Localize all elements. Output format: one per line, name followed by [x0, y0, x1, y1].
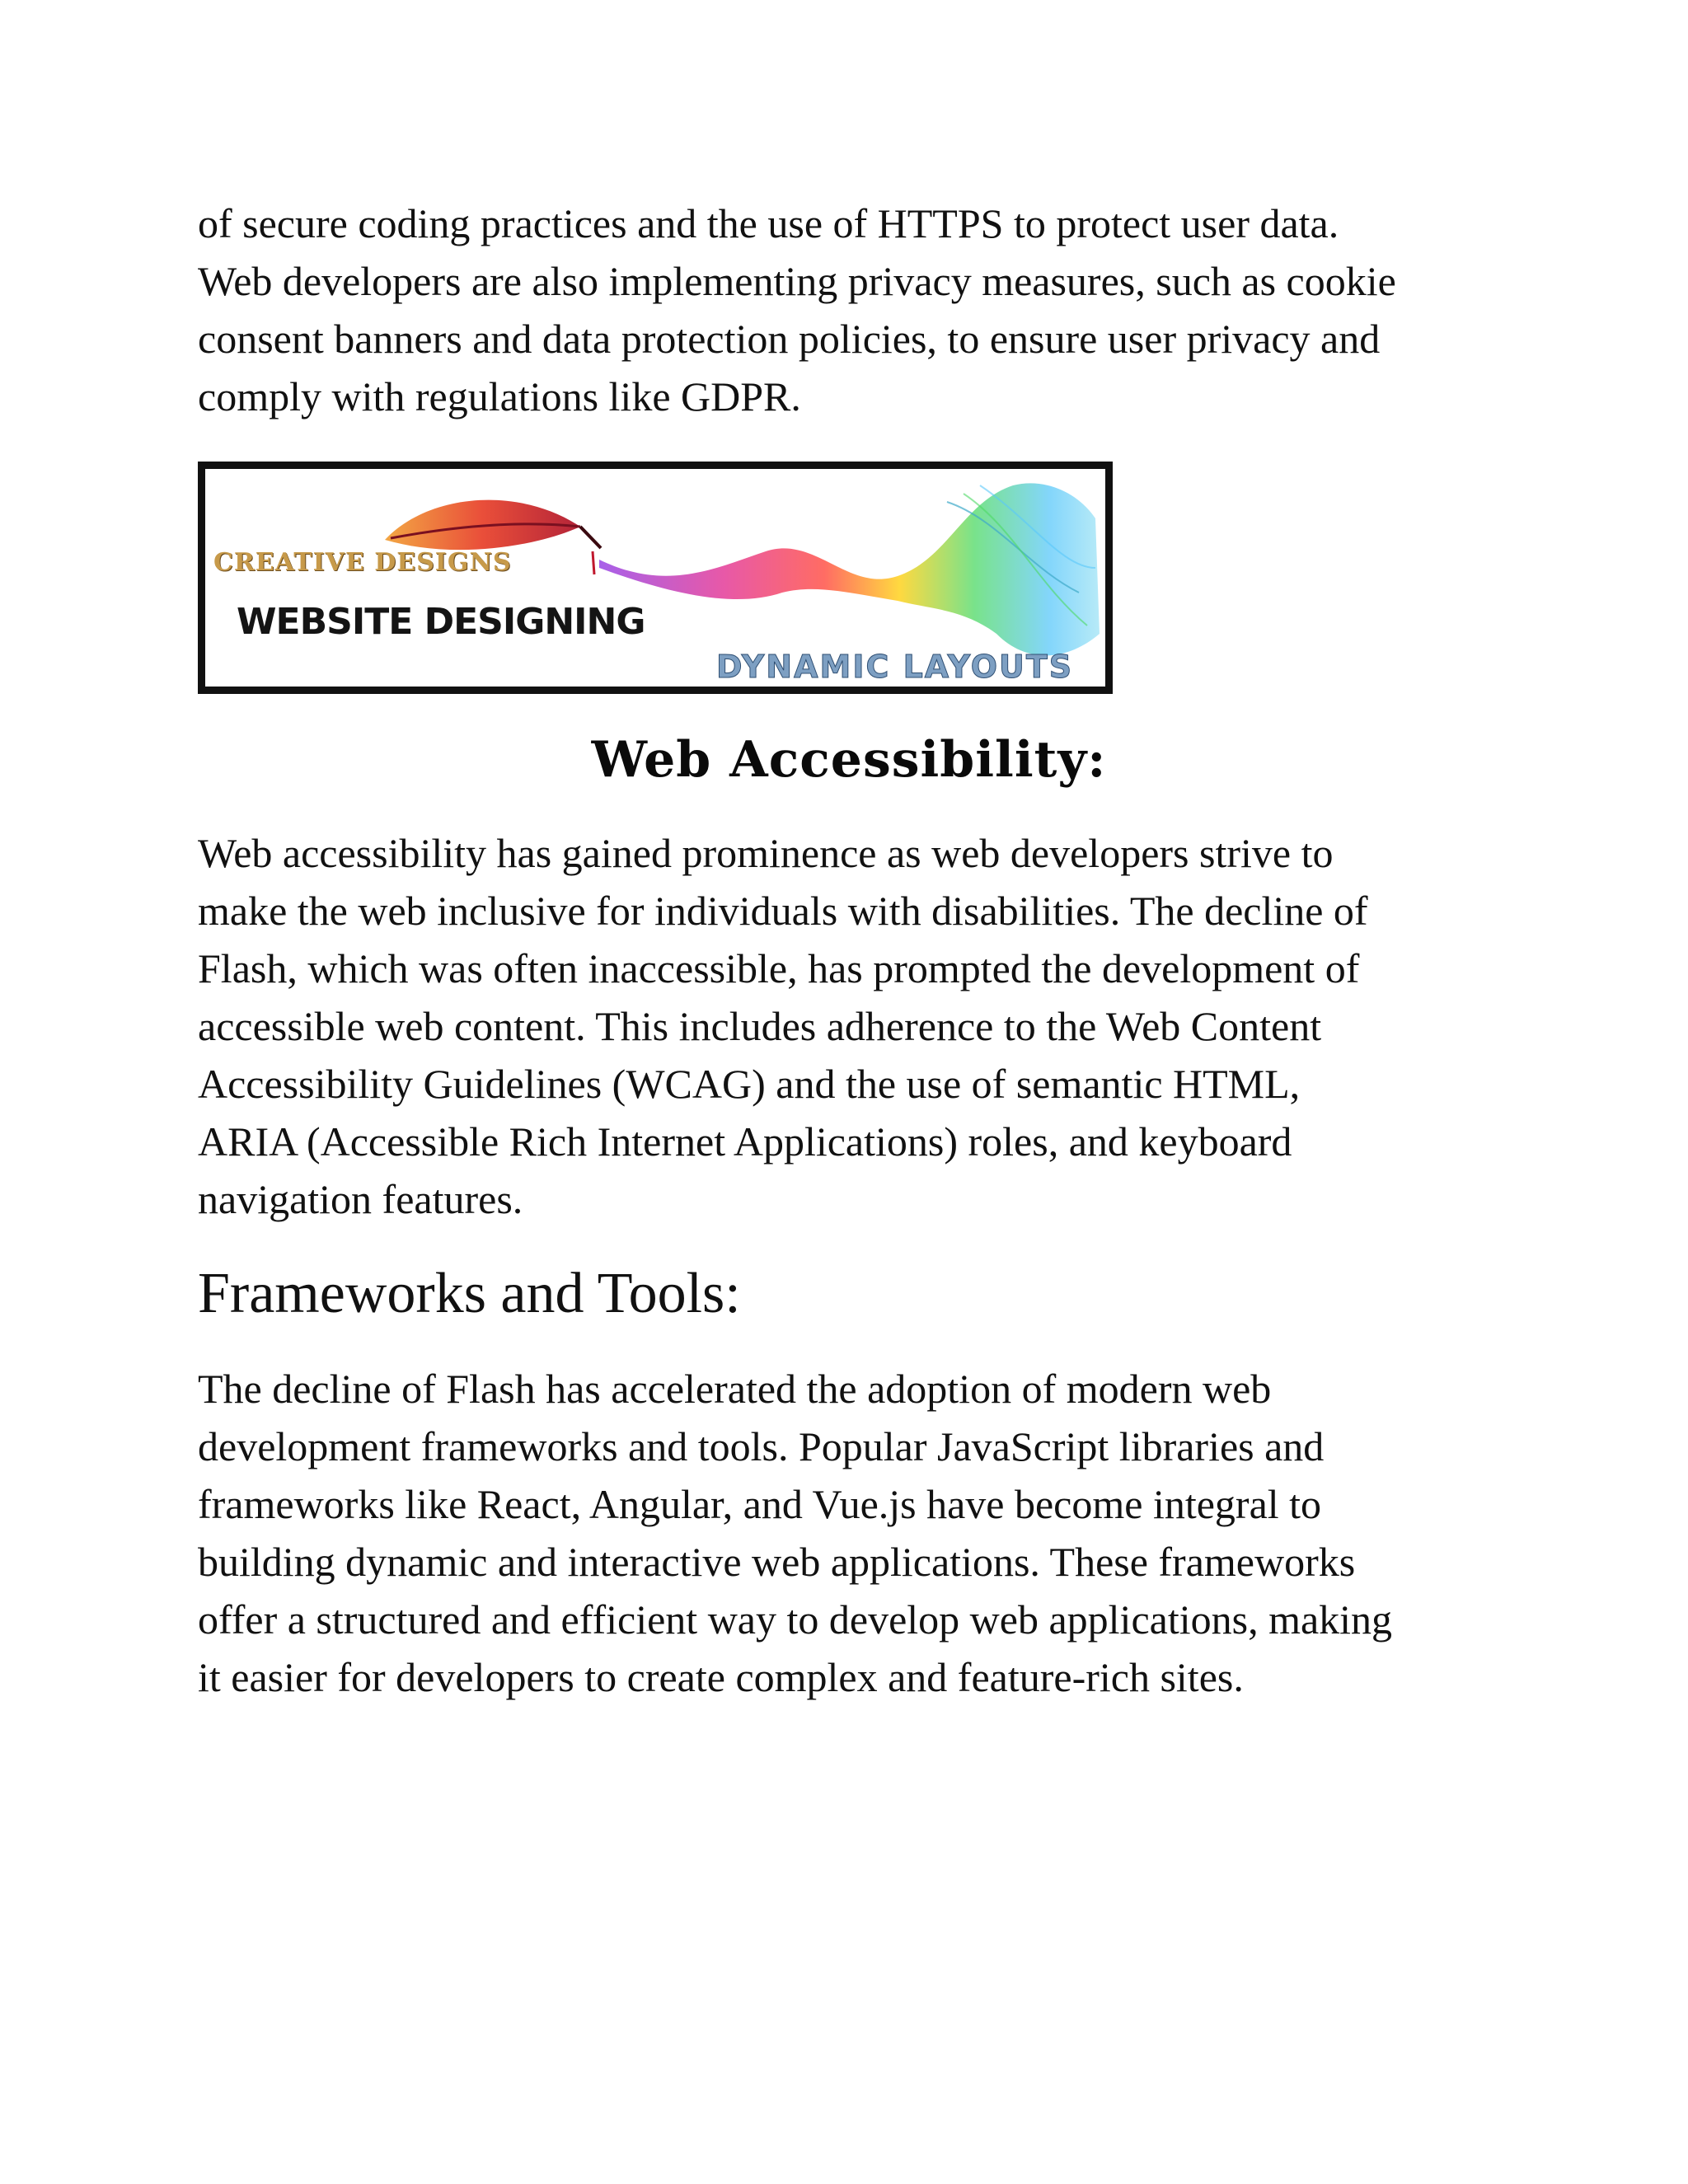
paragraph-line: offer a structured and efficient way to develop web applications, making	[198, 1596, 1393, 1643]
paragraph-line: consent banners and data protection policies, to ensure user privacy and	[198, 316, 1381, 362]
rainbow-smoke-ribbon-icon	[599, 483, 1100, 655]
paragraph-line: navigation features.	[198, 1176, 523, 1222]
website-designing-banner-image	[198, 462, 1113, 694]
paragraph-line: The decline of Flash has accelerated the adoption of modern web	[198, 1366, 1272, 1412]
paragraph-line: ARIA (Accessible Rich Internet Applications) roles, and keyboard	[198, 1118, 1292, 1165]
paragraph-line: accessible web content. This includes adherence to the Web Content	[198, 1003, 1322, 1049]
paragraph-line: of secure coding practices and the use of HTTPS to protect user data.	[198, 200, 1339, 246]
banner-website-designing-text: WEBSITE DESIGNING	[237, 601, 645, 643]
paragraph-line: frameworks like React, Angular, and Vue.js have become integral to	[198, 1481, 1322, 1527]
paragraph-line: development frameworks and tools. Popular JavaScript libraries and	[198, 1423, 1325, 1469]
intro-paragraph	[198, 194, 1500, 425]
frameworks-paragraph	[198, 1360, 1500, 1706]
banner-creative-designs-text: CREATIVE DESIGNS	[213, 548, 512, 577]
paragraph-line: Web developers are also implementing privacy measures, such as cookie	[198, 258, 1396, 304]
paragraph-line: it easier for developers to create complex and feature-rich sites.	[198, 1654, 1244, 1700]
paragraph-line: Web accessibility has gained prominence as web developers strive to	[198, 830, 1334, 876]
web-accessibility-heading: Web Accessibility:	[591, 731, 1107, 789]
paragraph-line: building dynamic and interactive web applications. These frameworks	[198, 1539, 1356, 1585]
paragraph-line: comply with regulations like GDPR.	[198, 373, 801, 419]
paragraph-line: Accessibility Guidelines (WCAG) and the use of semantic HTML,	[198, 1061, 1301, 1107]
frameworks-and-tools-heading: Frameworks and Tools:	[198, 1262, 741, 1325]
document-page	[198, 194, 1500, 1706]
banner-dynamic-layouts-text: DYNAMIC LAYOUTS	[716, 649, 1074, 685]
accessibility-paragraph	[198, 824, 1500, 1228]
paragraph-line: make the web inclusive for individuals with disabilities. The decline of	[198, 888, 1368, 934]
paragraph-line: Flash, which was often inaccessible, has prompted the development of	[198, 945, 1360, 991]
